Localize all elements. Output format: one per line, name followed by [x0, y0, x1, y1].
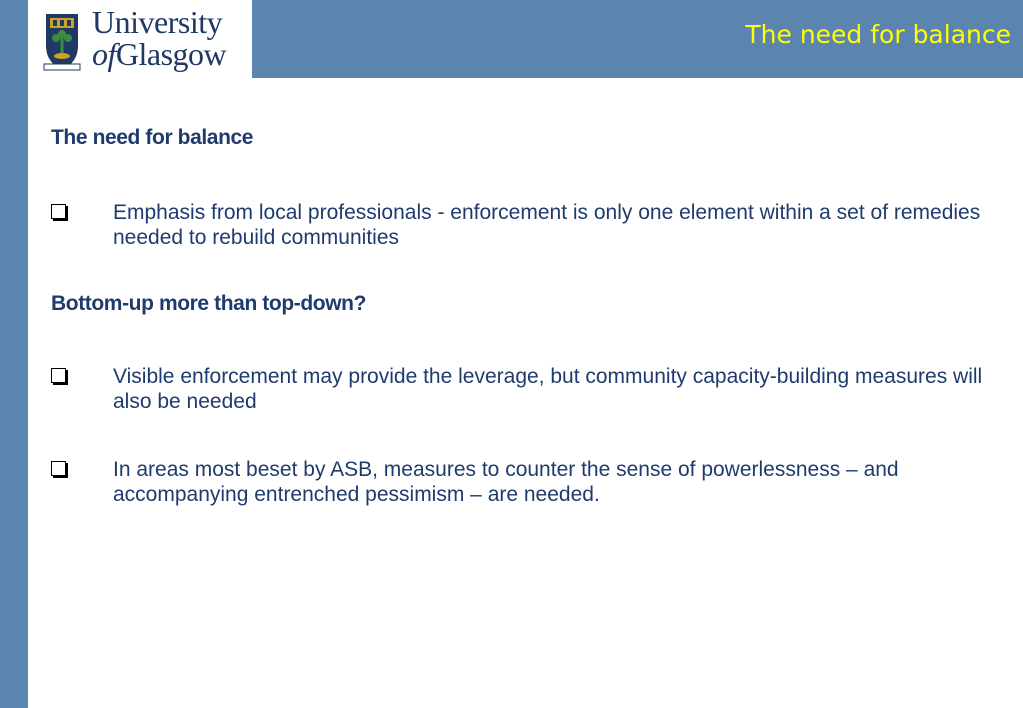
checkbox-bullet-icon	[51, 204, 66, 219]
checkbox-bullet-icon	[51, 368, 66, 383]
logo-glasgow-word: Glasgow	[115, 36, 227, 72]
section-heading-balance: The need for balance	[51, 126, 254, 149]
bullet-text: In areas most beset by ASB, measures to counter the sense of powerlessness – and accompanying entrenched pessimism – are needed.	[113, 458, 899, 506]
bullet-text: Visible enforcement may provide the leverage, but community capacity-building measures will also be needed	[113, 365, 983, 413]
left-sidebar-bar	[0, 0, 28, 708]
university-logo	[28, 0, 252, 78]
bullet-text: Emphasis from local professionals - enforcement is only one element within a set of remedies needed to rebuild communities	[113, 201, 981, 249]
university-crest-icon	[42, 8, 82, 72]
slide-title: The need for balance	[745, 20, 1011, 49]
logo-university-text: University	[92, 4, 223, 40]
checkbox-bullet-icon	[51, 461, 66, 476]
section-heading-bottom-up: Bottom-up more than top-down?	[51, 292, 366, 315]
logo-of-text: of	[92, 36, 116, 72]
logo-glasgow-text	[92, 38, 226, 70]
